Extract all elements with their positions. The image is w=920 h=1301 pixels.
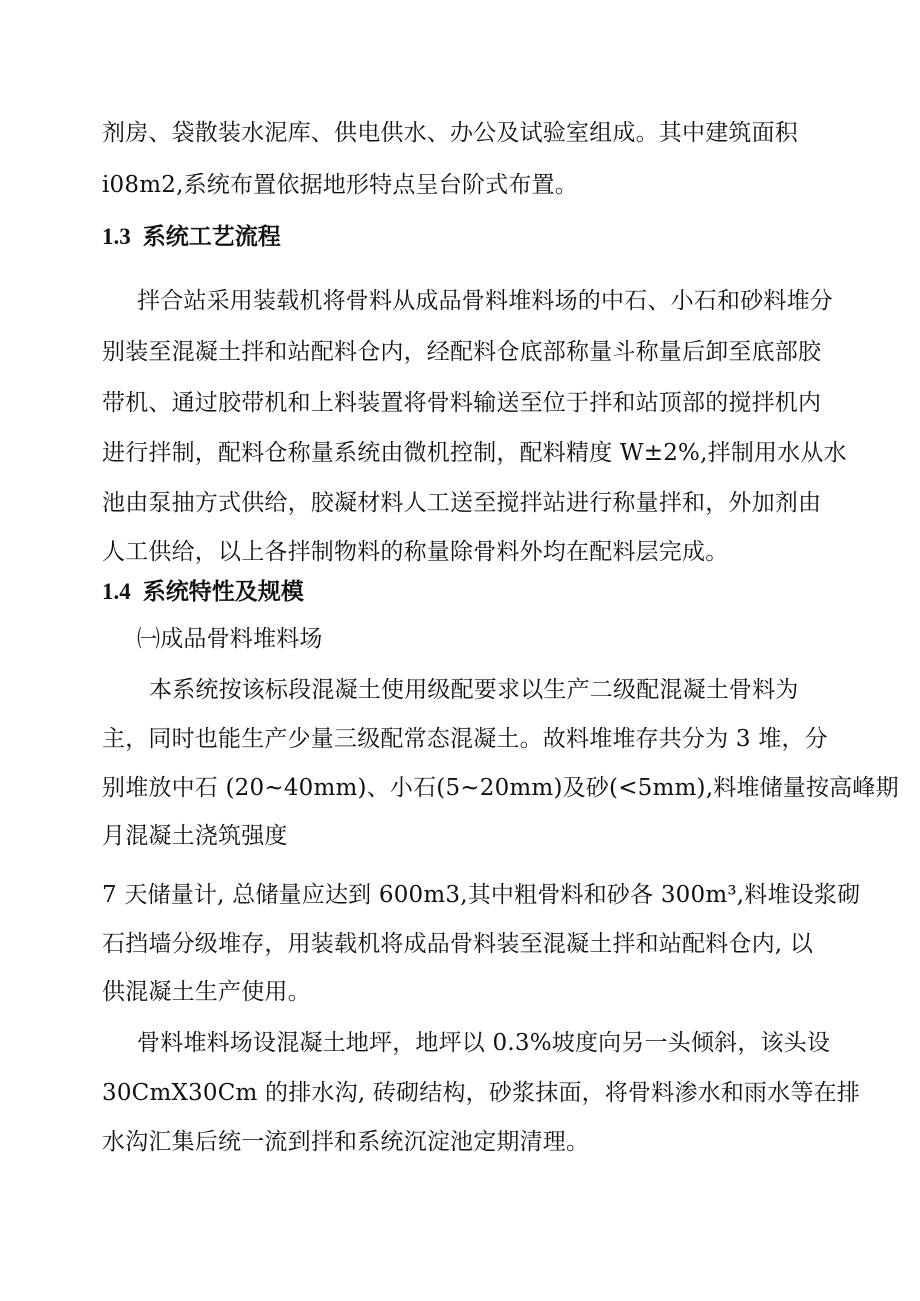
- section-title: 系统工艺流程: [142, 223, 281, 250]
- text-line: 月混凝土浇筑强度: [102, 823, 288, 849]
- text-line: 7 天储量计, 总储量应达到 600m3,其中粗骨料和砂各 300m³,料堆设浆砌: [102, 882, 861, 908]
- section-title: 系统特性及规模: [142, 578, 304, 605]
- subheading: ㈠成品骨料堆料场: [137, 626, 323, 652]
- text-line: 别堆放中石 (20~40mm)、小石(5~20mm)及砂(<5mm),料堆储量按高峰期: [102, 775, 899, 801]
- text-line: 进行拌制，配料仓称量系统由微机控制，配料精度 W±2%,拌制用水从水: [102, 440, 847, 466]
- text-line: 拌合站采用装载机将骨料从成品骨料堆料场的中石、小石和砂料堆分: [137, 288, 833, 314]
- text-line: 供混凝土生产使用。: [102, 979, 311, 1005]
- section-number: 1.3: [102, 224, 131, 249]
- text-line: 带机、通过胶带机和上料装置将骨料输送至位于拌和站顶部的搅拌机内: [102, 390, 822, 416]
- section-heading-1-4: [102, 577, 304, 607]
- text-line: 池由泵抽方式供给，胶凝材料人工送至搅拌站进行称量拌和，外加剂由: [102, 490, 822, 516]
- text-line: i08m2,系统布置依据地形特点呈台阶式布置。: [102, 172, 578, 198]
- text-line: 水沟汇集后统一流到拌和系统沉淀池定期清理。: [102, 1129, 590, 1155]
- text-line: 石挡墙分级堆存，用装载机将成品骨料装至混凝土拌和站配料仓内, 以: [102, 931, 814, 957]
- text-line: 骨料堆料场设混凝土地坪，地坪以 0.3%坡度向另一头倾斜，该头设: [137, 1030, 831, 1056]
- text-line: 剂房、袋散装水泥库、供电供水、办公及试验室组成。其中建筑面积: [102, 120, 798, 146]
- text-line: 30CmX30Cm 的排水沟, 砖砌结构，砂浆抹面，将骨料渗水和雨水等在排: [102, 1080, 861, 1106]
- text-line: 人工供给，以上各拌制物料的称量除骨料外均在配料层完成。: [102, 539, 729, 565]
- text-line: 本系统按该标段混凝土使用级配要求以生产二级配混凝土骨料为: [149, 677, 799, 703]
- text-line: 主，同时也能生产少量三级配常态混凝土。故料堆堆存共分为 3 堆，分: [102, 726, 828, 752]
- section-heading-1-3: [102, 222, 281, 252]
- section-number: 1.4: [102, 579, 131, 604]
- text-line: 别装至混凝土拌和站配料仓内，经配料仓底部称量斗称量后卸至底部胶: [102, 339, 822, 365]
